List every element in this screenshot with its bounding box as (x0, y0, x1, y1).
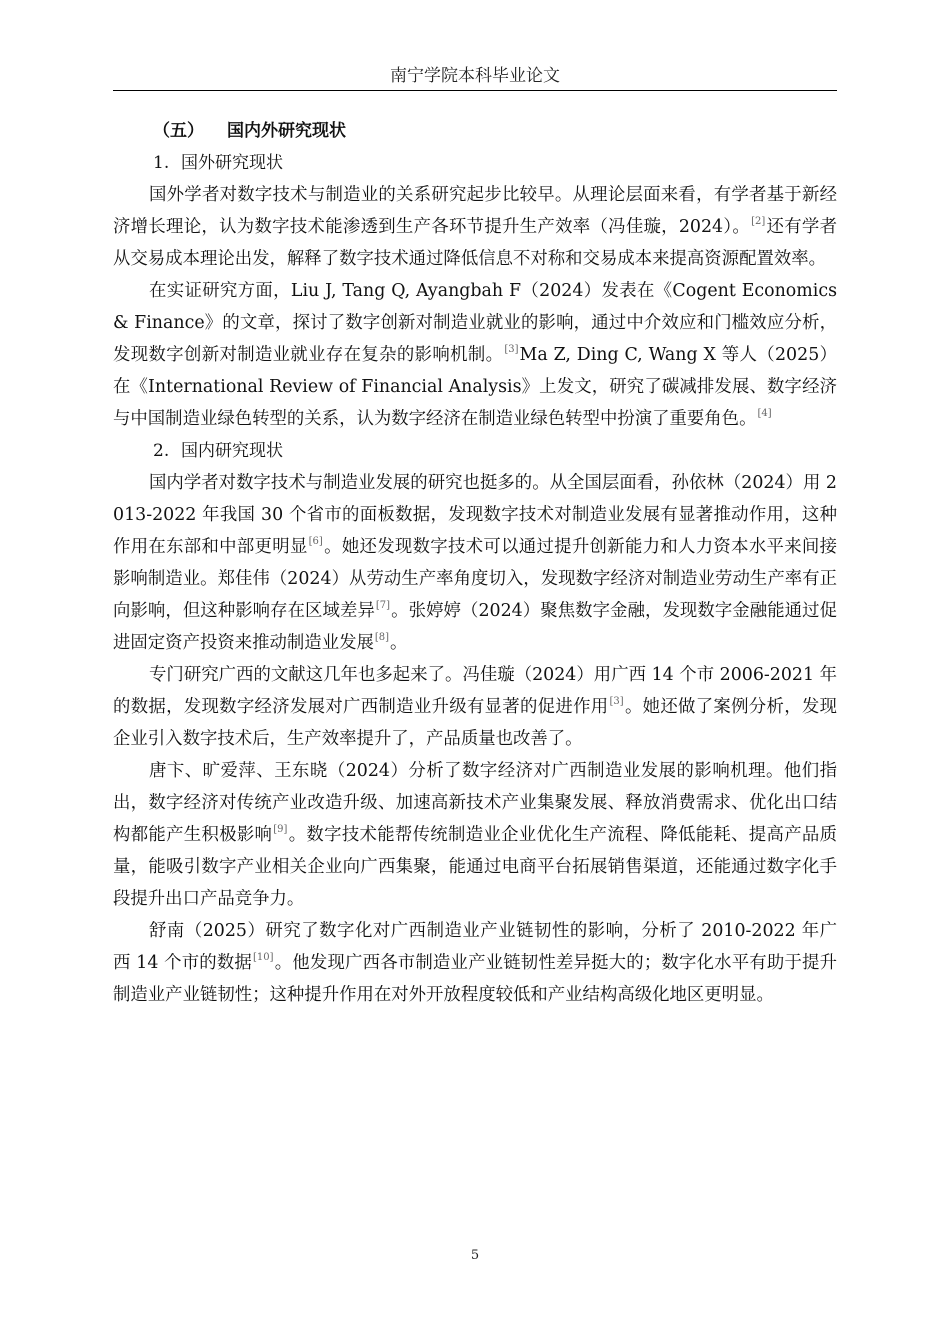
paragraph-5 (113, 755, 837, 915)
paragraph-text: 。她还做了案例分析，发现企业引入数字技术后，生产效率提升了，产品质量也改善了。 (113, 697, 837, 749)
paragraph-text: 。 (390, 633, 408, 653)
paragraph-text: 唐卞、旷爱萍、王东晓（2024）分析了数字经济对广西制造业发展的影响机理。他们指出，数字经济对传统产业改造升级、加速高新技术产业集聚发展、释放消费需求、优化出口结构都能产生积极影响 (113, 761, 837, 845)
paragraph-text: 舒南（2025）研究了数字化对广西制造业产业链韧性的影响，分析了 2010-2022 年广西 14 个市的数据 (113, 921, 837, 973)
paragraph-3 (113, 467, 837, 659)
paragraph-text: 国内学者对数字技术与制造业发展的研究也挺多的。从全国层面看，孙依林（2024）用 2013-2022 年我国 30 个省市的面板数据，发现数字技术对制造业发展有显著推动作用，这种作用在东部和中部更明显 (113, 473, 837, 557)
citation: [4] (757, 407, 772, 419)
citation: [3] (504, 343, 519, 355)
citation: [2] (751, 215, 766, 227)
section-number: （五） (153, 121, 204, 141)
paragraph-text: 国外学者对数字技术与制造业的关系研究起步比较早。从理论层面来看，有学者基于新经济增长理论，认为数字技术能渗透到生产各环节提升生产效率（冯佳璇，2024）。 (113, 185, 837, 237)
subsection-title: 国外研究现状 (181, 153, 283, 173)
paragraph-text: 。数字技术能帮传统制造业企业优化生产流程、降低能耗、提高产品质量，能吸引数字产业相关企业向广西集聚，能通过电商平台拓展销售渠道，还能通过数字化手段提升出口产品竞争力。 (113, 825, 837, 909)
citation: [3] (609, 695, 624, 707)
section-heading (113, 115, 837, 147)
citation: [10] (253, 951, 274, 963)
paragraph-text: 。她还发现数字技术可以通过提升创新能力和人力资本水平来间接影响制造业。郑佳伟（2024）从劳动生产率角度切入，发现数字经济对制造业劳动生产率有正向影响，但这种影响存在区域差异 (113, 537, 837, 621)
citation: [9] (273, 823, 288, 835)
paragraph-2 (113, 275, 837, 435)
citation: [7] (375, 599, 391, 611)
subsection-title: 国内研究现状 (181, 441, 283, 461)
paragraph-4 (113, 659, 837, 755)
page-header: 南宁学院本科毕业论文 (390, 66, 560, 86)
header-rule (113, 90, 837, 91)
paragraph-6 (113, 915, 837, 1011)
paragraph-text: 还有学者从交易成本理论出发，解释了数字技术通过降低信息不对称和交易成本来提高资源配置效率。 (113, 217, 837, 269)
page-body (113, 115, 837, 1011)
section-title: 国内外研究现状 (227, 121, 346, 141)
paragraph-text: 。他发现广西各市制造业产业链韧性差异挺大的；数字化水平有助于提升制造业产业链韧性；这种提升作用在对外开放程度较低和产业结构高级化地区更明显。 (113, 953, 837, 1005)
page-number: 5 (470, 1248, 480, 1263)
subsection-number: 1. (153, 153, 170, 173)
subsection-heading-foreign (113, 147, 837, 179)
paragraph-text: 。张婷婷（2024）聚焦数字金融，发现数字金融能通过促进固定资产投资来推动制造业发展 (113, 601, 837, 653)
subsection-number: 2. (153, 441, 170, 461)
subsection-heading-domestic (113, 435, 837, 467)
paragraph-text: Ma Z, Ding C, Wang X 等人（2025）在《International Review of Financial Analysis》上发文，研究了碳减排发展、数字经济与中国制造业绿色转型的关系，认为数字经济在制造业绿色转型中扮演了重要角色。 (113, 345, 837, 429)
citation: [6] (308, 535, 323, 547)
paragraph-text: 专门研究广西的文献这几年也多起来了。冯佳璇（2024）用广西 14 个市 2006-2021 年的数据，发现数字经济发展对广西制造业升级有显著的促进作用 (113, 665, 837, 717)
paragraph-1 (113, 179, 837, 275)
paragraph-text: 在实证研究方面，Liu J, Tang Q, Ayangbah F（2024）发表在《Cogent Economics & Finance》的文章，探讨了数字创新对制造业就业的影响，通过中介效应和门槛效应分析，发现数字创新对制造业就业存在复杂的影响机制。 (113, 281, 837, 365)
citation: [8] (374, 631, 390, 643)
